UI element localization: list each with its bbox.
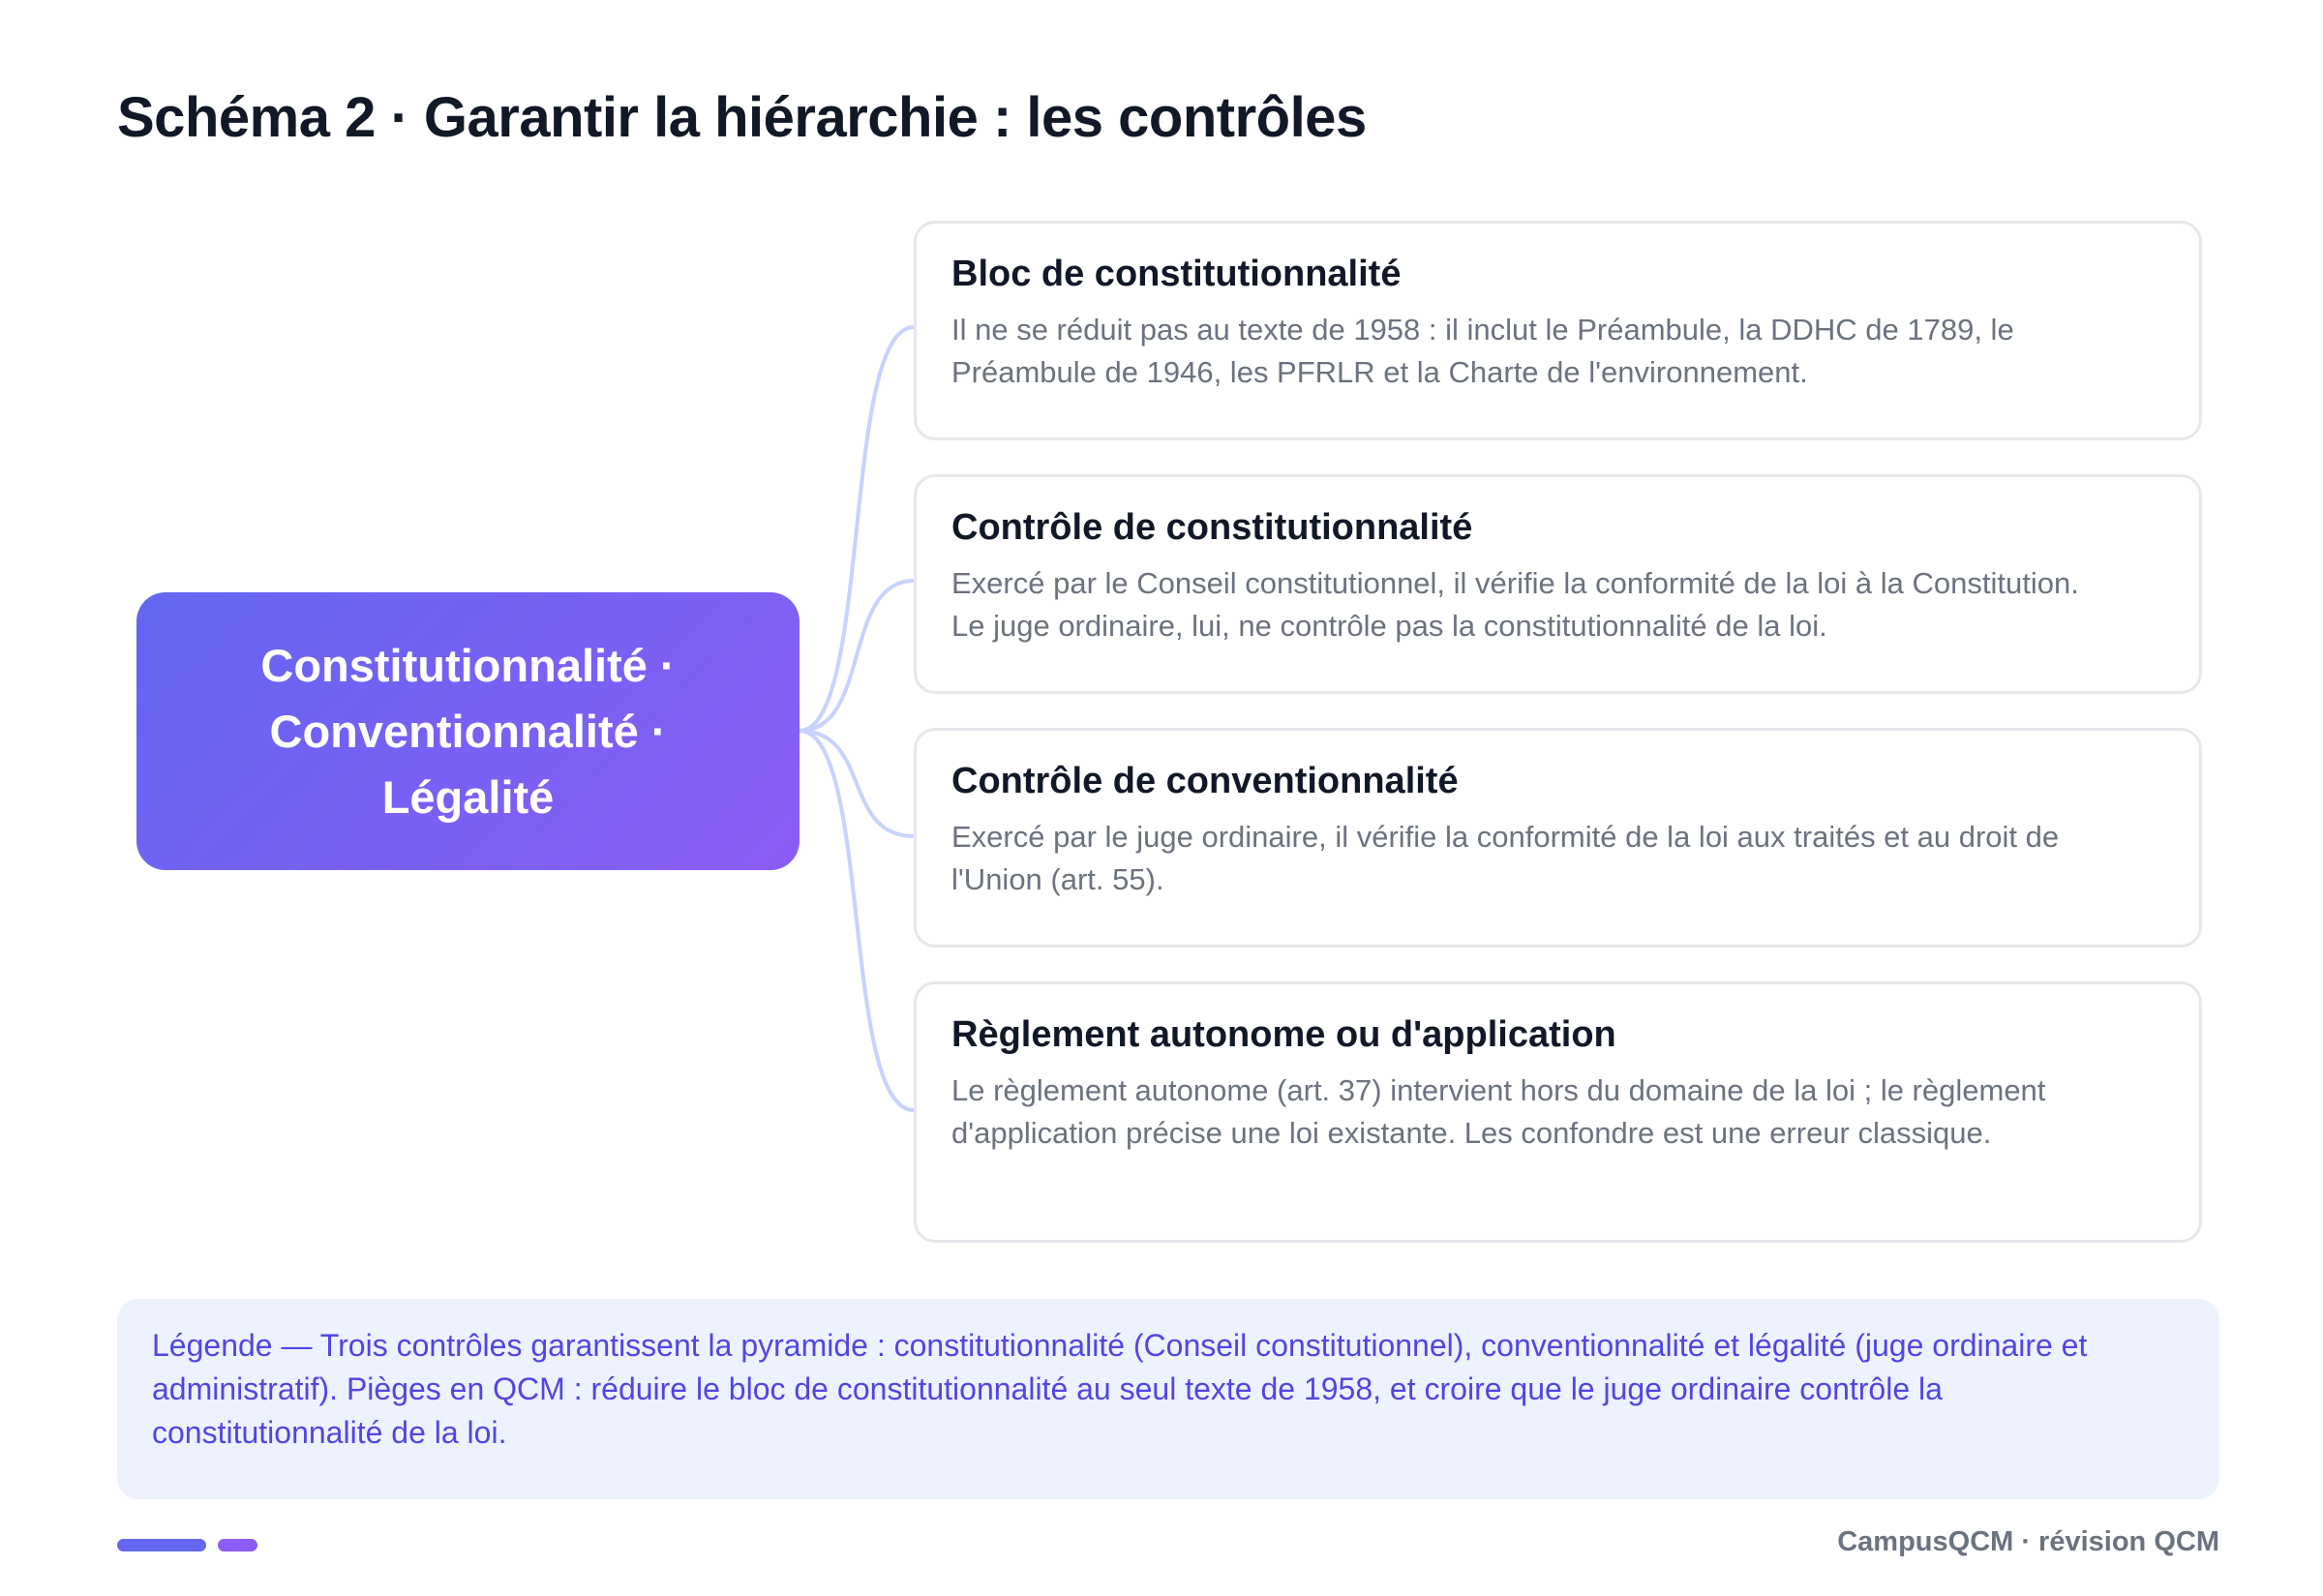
card-title: Bloc de constitutionnalité [951, 254, 1402, 294]
accent-bar [117, 1539, 206, 1551]
card-title: Contrôle de conventionnalité [951, 761, 1459, 801]
card-title: Contrôle de constitutionnalité [951, 507, 1473, 548]
card-text: Exercé par le Conseil constitutionnel, il vérifie la conformité de la loi à la Constitution. Le juge ordinaire, lui, ne contrôle pas la constitutionnalité de la loi. [951, 566, 2079, 643]
footer-brand: CampusQCM · révision QCM [1837, 1526, 2219, 1557]
connector-line [799, 581, 914, 731]
legend-box [117, 1299, 2219, 1499]
branch-card [914, 474, 2202, 694]
card-text: Exercé par le juge ordinaire, il vérifie la conformité de la loi aux traités et au droit de l'Union (art. 55). [951, 820, 2060, 896]
connector-line [799, 327, 914, 731]
card-text: Le règlement autonome (art. 37) intervient hors du domaine de la loi ; le règlement d'application précise une loi existante. Les confondre est une erreur classique. [951, 1073, 2046, 1150]
connector-line [799, 731, 914, 836]
branch-card [914, 728, 2202, 948]
legend-text: Légende — Trois contrôles garantissent la pyramide : constitutionnalité (Conseil constitutionnel), conventionnalité et légalité (juge ordinaire et administratif). Pièges en QCM : réduire le bloc de constitutionnalité au seul texte de 1958, et croire que le juge ordinaire contrôle la constitutionnalité de la loi. [152, 1328, 2088, 1450]
card-text: Il ne se réduit pas au texte de 1958 : il inclut le Préambule, la DDHC de 1789, le Préambule de 1946, les PFRLR et la Charte de l'environnement. [951, 313, 2014, 389]
card-title: Règlement autonome ou d'application [951, 1014, 1616, 1055]
central-node [136, 592, 799, 870]
page-title: Schéma 2 · Garantir la hiérarchie : les contrôles [117, 86, 1367, 149]
branch-card [914, 981, 2202, 1243]
accent-bar-small [218, 1539, 257, 1551]
central-node-label: Constitutionnalité · Conventionnalité · Légalité [260, 639, 676, 823]
branch-card [914, 221, 2202, 440]
